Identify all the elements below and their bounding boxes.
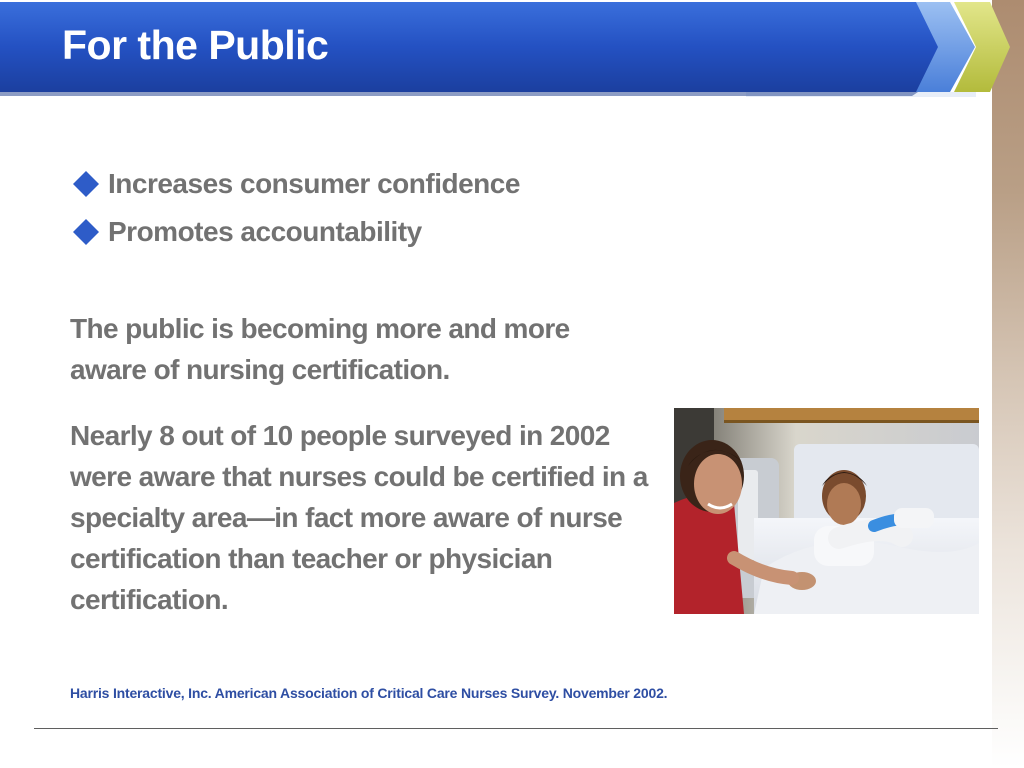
bullet-label: Promotes accountability	[108, 216, 422, 247]
title-bar	[0, 0, 1024, 100]
footer-divider	[34, 728, 998, 729]
bullet-label: Increases consumer confidence	[108, 168, 520, 199]
bullet-item	[72, 160, 520, 208]
decorative-side-strip	[992, 0, 1024, 768]
body-paragraph-survey: Nearly 8 out of 10 people surveyed in 2002 were aware that nurses could be certified in a specialty area—in fact more aware of nurse certification than teacher or physician certification.	[70, 420, 648, 615]
bullet-item	[72, 208, 520, 256]
slide-title: For the Public	[62, 22, 329, 68]
diamond-bullet-icon	[72, 170, 100, 198]
nurse-patient-photo	[674, 408, 979, 614]
photo-illustration	[674, 408, 979, 614]
diamond-bullet-icon	[72, 218, 100, 246]
source-citation: Harris Interactive, Inc. American Association of Critical Care Nurses Survey. November 2002.	[70, 685, 668, 701]
bullet-list	[72, 160, 520, 256]
body-paragraph-awareness: The public is becoming more and more aware of nursing certification.	[70, 313, 570, 385]
